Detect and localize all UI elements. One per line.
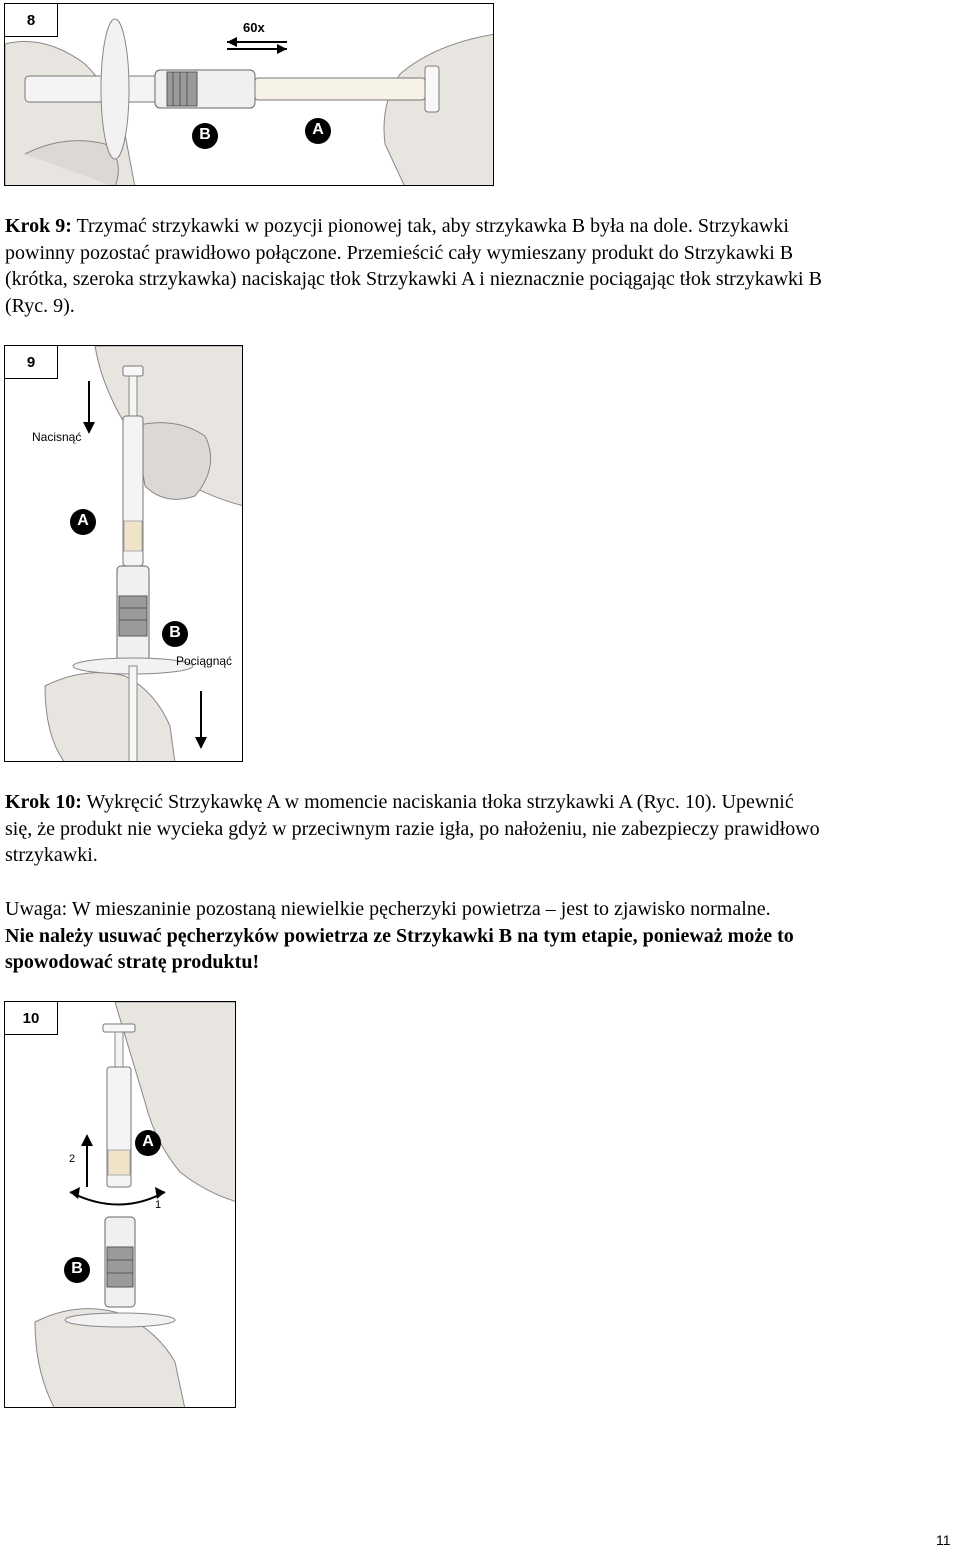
figure-number: 10 <box>5 1002 58 1035</box>
step-10-heading: Krok 10: <box>5 791 82 813</box>
step-9-line-4: (Ryc. 9). <box>5 294 75 317</box>
press-label: Nacisnąć <box>32 430 82 444</box>
step-9-line-1: Trzymać strzykawki w pozycji pionowej tak, aby strzykawka B była na dole. Strzykawki <box>71 215 789 237</box>
figure-number: 8 <box>5 4 58 37</box>
step-9-heading: Krok 9: <box>5 215 72 237</box>
step-2-label: 2 <box>69 1153 76 1165</box>
note-warning-line-2: spowodować stratę produktu! <box>5 951 260 973</box>
badge-b: B <box>199 126 211 143</box>
step-9-line-2: powinny pozostać prawidłowo połączone. Przemieścić cały wymieszany produkt do Strzykawki B <box>5 241 794 264</box>
step-9-line-3: (krótka, szeroka strzykawka) naciskając tłok Strzykawki A i nieznacznie pociągając tłok strzykawki B <box>5 268 822 290</box>
step-10-line-2: się, że produkt nie wycieka gdyż w przeciwnym razie igła, po nałożeniu, nie zabezpieczy prawidłowo <box>5 817 820 840</box>
step-9-text <box>5 213 957 319</box>
pull-label: Pociągnąć <box>176 654 233 668</box>
figure-number: 9 <box>5 346 58 379</box>
badge-b: B <box>169 624 181 641</box>
badge-a: A <box>77 512 89 529</box>
figure-10 <box>4 1001 236 1408</box>
note-text <box>5 896 957 976</box>
figure-9 <box>4 345 243 762</box>
page-number: 11 <box>936 1532 951 1548</box>
step-10-line-3: strzykawki. <box>5 844 98 866</box>
step-10-line-1: Wykręcić Strzykawkę A w momencie naciskania tłoka strzykawki A (Ryc. 10). Upewnić <box>81 791 794 813</box>
figure-10-illustration <box>5 1002 236 1408</box>
badge-a: A <box>142 1133 154 1150</box>
badge-a: A <box>312 121 324 138</box>
badge-b: B <box>71 1260 83 1277</box>
note-warning-line-1: Nie należy usuwać pęcherzyków powietrza ze Strzykawki B na tym etapie, ponieważ może to <box>5 924 794 947</box>
note-line-1: Uwaga: W mieszaninie pozostaną niewielkie pęcherzyki powietrza – jest to zjawisko normalne. <box>5 898 771 920</box>
figure-8 <box>4 3 494 186</box>
repeat-count-label: 60x <box>243 20 265 35</box>
step-10-text <box>5 789 957 869</box>
step-1-label: 1 <box>155 1199 162 1211</box>
figure-9-illustration <box>5 346 243 762</box>
